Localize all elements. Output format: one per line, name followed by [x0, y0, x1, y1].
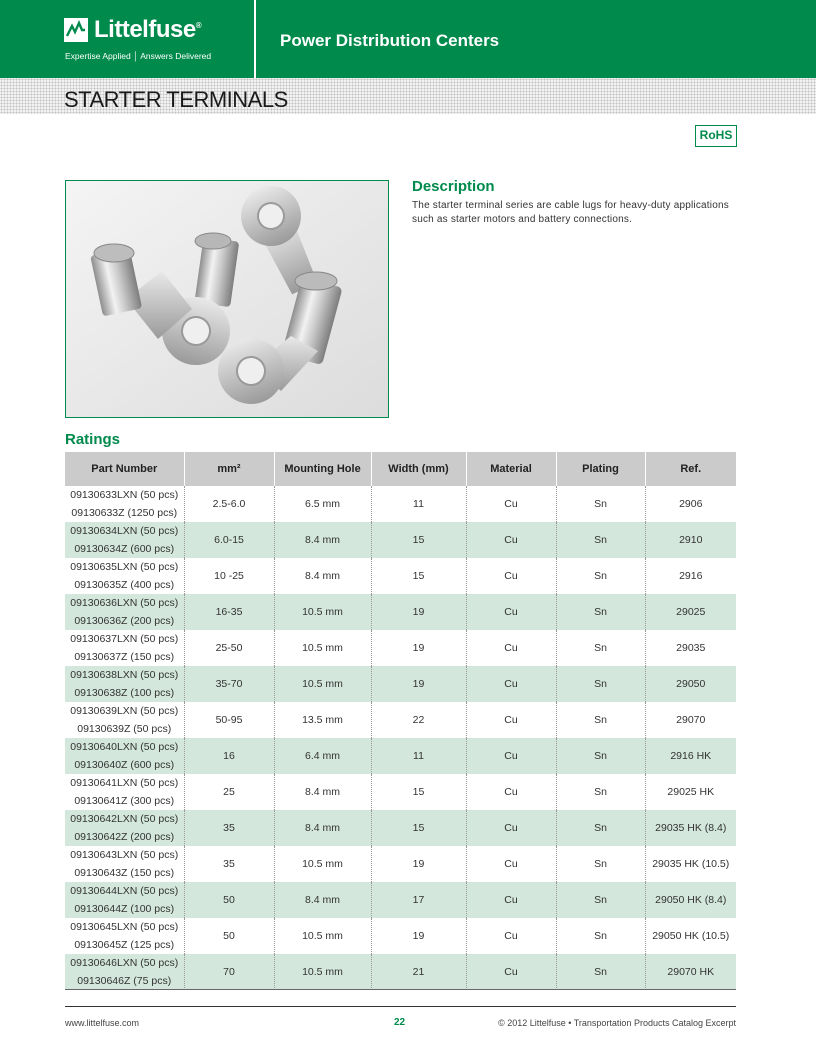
- cell-ref: 29070: [676, 714, 706, 726]
- cell-plating: Sn: [556, 594, 645, 630]
- cell-width: 15: [371, 522, 466, 558]
- cell-mm2: 10 -25: [184, 558, 274, 594]
- part-number-z: 09130638Z (100 pcs): [74, 687, 175, 699]
- logo-tagline: Expertise Applied │ Answers Delivered: [65, 51, 212, 61]
- part-number-lxn: 09130641LXN (50 pcs): [70, 777, 179, 789]
- part-number-z: 09130640Z (600 pcs): [74, 759, 175, 771]
- cell-material: Cu: [466, 846, 556, 882]
- table-row: [65, 810, 736, 846]
- table-row: [65, 594, 736, 630]
- table-header-row: [65, 452, 736, 486]
- table-row: [65, 666, 736, 702]
- cell-plating: Sn: [556, 774, 645, 810]
- section-title: Power Distribution Centers: [280, 31, 500, 50]
- cell-mounting-hole: 10.5 mm: [274, 846, 371, 882]
- part-number-z: 09130636Z (200 pcs): [74, 615, 175, 627]
- cell-part-number: [65, 846, 184, 882]
- col-header-plating: Plating: [556, 452, 645, 486]
- cell-width: 22: [371, 702, 466, 738]
- part-number-lxn: 09130633LXN (50 pcs): [70, 489, 179, 501]
- cell-plating: Sn: [556, 702, 645, 738]
- cell-mounting-hole: 10.5 mm: [274, 630, 371, 666]
- cell-plating: Sn: [556, 810, 645, 846]
- table-row: [65, 630, 736, 666]
- cell-part-number: [65, 954, 184, 990]
- cell-mm2: 70: [184, 954, 274, 990]
- cell-part-number: [65, 702, 184, 738]
- cell-mm2: 25: [184, 774, 274, 810]
- cell-width: 15: [371, 558, 466, 594]
- logo-wordmark: Littelfuse®: [94, 16, 202, 43]
- part-number-z: 09130635Z (400 pcs): [74, 579, 175, 591]
- footer-website-link[interactable]: www.littelfuse.com: [65, 1018, 140, 1028]
- table-row: [65, 846, 736, 882]
- table-row: [65, 702, 736, 738]
- col-header-mm2: mm²: [184, 452, 274, 486]
- table-row: [65, 558, 736, 594]
- cell-mm2: 16-35: [184, 594, 274, 630]
- part-number-lxn: 09130642LXN (50 pcs): [70, 813, 179, 825]
- cell-ref: 29035 HK (10.5): [652, 858, 730, 870]
- cell-material: Cu: [466, 738, 556, 774]
- cell-part-number: [65, 486, 184, 522]
- littelfuse-logo-icon: [64, 18, 88, 42]
- cell-plating: Sn: [556, 738, 645, 774]
- footer-page-number: 22: [394, 1017, 406, 1028]
- description-text: The starter terminal series are cable lugs for heavy-duty applications such as starter motors and battery connections.: [412, 200, 729, 225]
- cell-material: Cu: [466, 702, 556, 738]
- cell-part-number: [65, 774, 184, 810]
- col-header-part-number: Part Number: [65, 452, 184, 486]
- cell-material: Cu: [466, 918, 556, 954]
- cell-mm2: 35: [184, 846, 274, 882]
- cell-mm2: 50: [184, 918, 274, 954]
- table-row: [65, 486, 736, 522]
- cell-plating: Sn: [556, 846, 645, 882]
- part-number-z: 09130641Z (300 pcs): [74, 795, 175, 807]
- cell-mm2: 35-70: [184, 666, 274, 702]
- part-number-lxn: 09130636LXN (50 pcs): [70, 597, 179, 609]
- starter-terminal-lugs-image: [66, 181, 389, 418]
- cell-mounting-hole: 6.4 mm: [274, 738, 371, 774]
- cell-part-number: [65, 666, 184, 702]
- cell-ref: 29025 HK: [667, 786, 715, 798]
- cell-plating: Sn: [556, 522, 645, 558]
- cell-material: Cu: [466, 882, 556, 918]
- part-number-lxn: 09130639LXN (50 pcs): [70, 705, 179, 717]
- cell-mounting-hole: 8.4 mm: [274, 774, 371, 810]
- cell-part-number: [65, 918, 184, 954]
- page-title: STARTER TERMINALS: [64, 87, 288, 112]
- part-number-z: 09130645Z (125 pcs): [74, 939, 175, 951]
- part-number-lxn: 09130646LXN (50 pcs): [70, 957, 179, 969]
- product-photo: [65, 180, 389, 418]
- part-number-lxn: 09130634LXN (50 pcs): [70, 525, 179, 537]
- cell-mounting-hole: 10.5 mm: [274, 954, 371, 990]
- part-number-z: 09130646Z (75 pcs): [77, 975, 172, 987]
- part-number-z: 09130642Z (200 pcs): [74, 831, 175, 843]
- cell-mounting-hole: 8.4 mm: [274, 810, 371, 846]
- cell-part-number: [65, 522, 184, 558]
- cell-mm2: 2.5-6.0: [184, 486, 274, 522]
- cell-mm2: 25-50: [184, 630, 274, 666]
- cell-material: Cu: [466, 630, 556, 666]
- part-number-z: 09130637Z (150 pcs): [74, 651, 175, 663]
- col-header-ref: Ref.: [645, 452, 736, 486]
- brand-header: [0, 0, 816, 78]
- table-row: [65, 738, 736, 774]
- cell-ref: 29025: [645, 594, 736, 630]
- cell-part-number: [65, 738, 184, 774]
- part-number-z: 09130639Z (50 pcs): [77, 723, 172, 735]
- cell-part-number: [65, 810, 184, 846]
- cell-width: 19: [371, 594, 466, 630]
- cell-plating: Sn: [556, 882, 645, 918]
- part-number-z: 09130644Z (100 pcs): [74, 903, 175, 915]
- part-number-z: 09130634Z (600 pcs): [74, 543, 175, 555]
- cell-material: Cu: [466, 810, 556, 846]
- cell-ref: 29035: [676, 642, 706, 654]
- cell-width: 19: [371, 846, 466, 882]
- cell-part-number: [65, 594, 184, 630]
- cell-width: 15: [371, 774, 466, 810]
- ratings-table: [65, 452, 736, 990]
- cell-width: 19: [371, 666, 466, 702]
- cell-ref: 29050 HK (10.5): [652, 930, 730, 942]
- footer-copyright: © 2012 Littelfuse • Transportation Products Catalog Excerpt: [498, 1018, 736, 1028]
- cell-mounting-hole: 10.5 mm: [274, 918, 371, 954]
- cell-ref: 2910: [645, 522, 736, 558]
- ratings-heading: Ratings: [65, 431, 121, 448]
- header-divider: [254, 0, 256, 78]
- cell-ref: 2916: [679, 570, 703, 582]
- part-number-lxn: 09130640LXN (50 pcs): [70, 741, 179, 753]
- cell-width: 19: [371, 918, 466, 954]
- cell-ref: 29050 HK (8.4): [645, 882, 736, 918]
- cell-ref: 2906: [679, 498, 703, 510]
- cell-width: 21: [371, 954, 466, 990]
- table-row: [65, 882, 736, 918]
- cell-mm2: 35: [184, 810, 274, 846]
- table-row: [65, 918, 736, 954]
- cell-mounting-hole: 8.4 mm: [274, 522, 371, 558]
- cell-material: Cu: [466, 486, 556, 522]
- cell-mm2: 50-95: [184, 702, 274, 738]
- cell-material: Cu: [466, 954, 556, 990]
- cell-material: Cu: [466, 594, 556, 630]
- cell-material: Cu: [466, 666, 556, 702]
- part-number-lxn: 09130645LXN (50 pcs): [70, 921, 179, 933]
- cell-width: 15: [371, 810, 466, 846]
- littelfuse-logo[interactable]: [64, 18, 244, 64]
- rohs-badge: RoHS: [695, 125, 737, 147]
- cell-width: 11: [371, 738, 466, 774]
- ratings-table-body: [65, 486, 736, 990]
- part-number-lxn: 09130644LXN (50 pcs): [70, 885, 179, 897]
- table-row: [65, 954, 736, 990]
- cell-part-number: [65, 630, 184, 666]
- col-header-width: Width (mm): [371, 452, 466, 486]
- cell-width: 11: [371, 486, 466, 522]
- cell-material: Cu: [466, 774, 556, 810]
- part-number-lxn: 09130638LXN (50 pcs): [70, 669, 179, 681]
- cell-part-number: [65, 558, 184, 594]
- cell-ref: 29070 HK: [645, 954, 736, 990]
- part-number-z: 09130633Z (1250 pcs): [71, 507, 178, 519]
- cell-mounting-hole: 10.5 mm: [274, 594, 371, 630]
- cell-ref: 29035 HK (8.4): [645, 810, 736, 846]
- part-number-lxn: 09130643LXN (50 pcs): [70, 849, 179, 861]
- cell-part-number: [65, 882, 184, 918]
- cell-width: 17: [371, 882, 466, 918]
- table-row: [65, 774, 736, 810]
- col-header-mounting-hole: Mounting Hole: [274, 452, 371, 486]
- cell-plating: Sn: [556, 558, 645, 594]
- description-heading: Description: [412, 178, 495, 195]
- cell-plating: Sn: [556, 666, 645, 702]
- part-number-lxn: 09130637LXN (50 pcs): [70, 633, 179, 645]
- col-header-material: Material: [466, 452, 556, 486]
- table-bottom-rule: [65, 989, 736, 990]
- footer-rule: [65, 1006, 736, 1007]
- cell-mounting-hole: 6.5 mm: [274, 486, 371, 522]
- table-row: [65, 522, 736, 558]
- cell-mounting-hole: 13.5 mm: [274, 702, 371, 738]
- cell-width: 19: [371, 630, 466, 666]
- cell-material: Cu: [466, 522, 556, 558]
- cell-material: Cu: [466, 558, 556, 594]
- cell-mounting-hole: 8.4 mm: [274, 558, 371, 594]
- part-number-z: 09130643Z (150 pcs): [74, 867, 175, 879]
- cell-ref: 29050: [645, 666, 736, 702]
- cell-mounting-hole: 8.4 mm: [274, 882, 371, 918]
- cell-mounting-hole: 10.5 mm: [274, 666, 371, 702]
- cell-plating: Sn: [556, 630, 645, 666]
- cell-ref: 2916 HK: [645, 738, 736, 774]
- cell-mm2: 6.0-15: [184, 522, 274, 558]
- cell-mm2: 50: [184, 882, 274, 918]
- cell-mm2: 16: [184, 738, 274, 774]
- cell-plating: Sn: [556, 918, 645, 954]
- part-number-lxn: 09130635LXN (50 pcs): [70, 561, 179, 573]
- cell-plating: Sn: [556, 954, 645, 990]
- cell-plating: Sn: [556, 486, 645, 522]
